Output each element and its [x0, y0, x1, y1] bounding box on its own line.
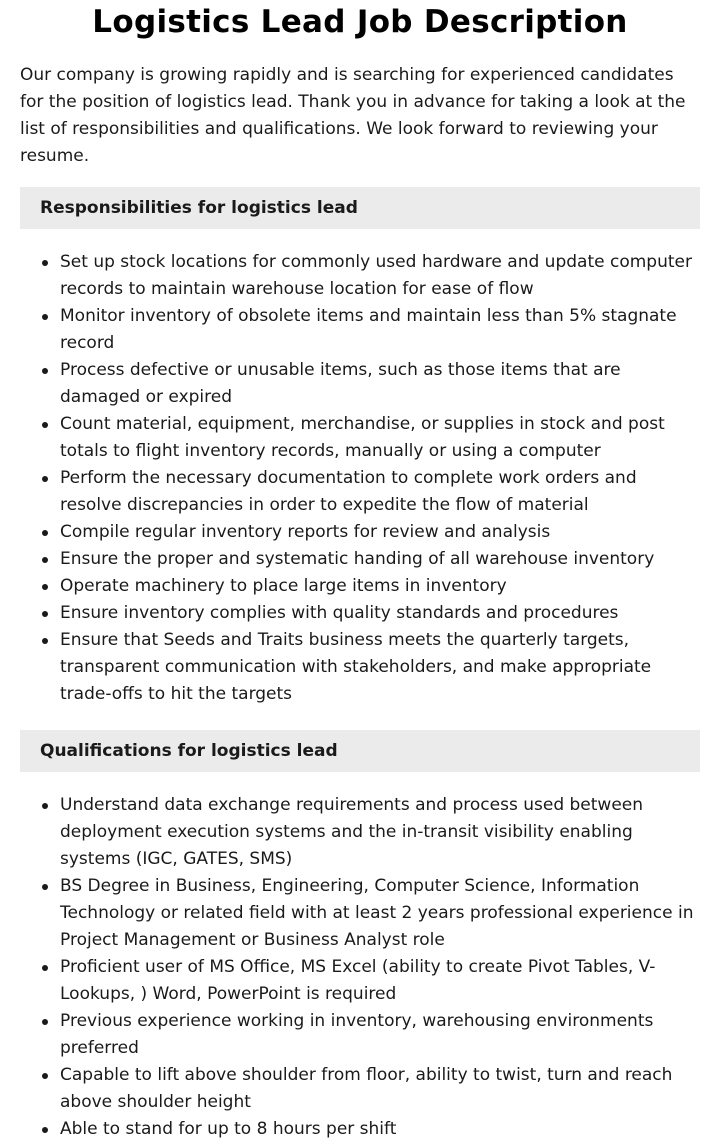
- responsibilities-list: [20, 249, 700, 708]
- list-item-text: Set up stock locations for commonly used hardware and update computer records to maintain warehouse location for ease of flow: [60, 252, 692, 299]
- list-item: [20, 1008, 700, 1062]
- list-item: [20, 573, 700, 600]
- bullet-icon: [42, 1019, 48, 1025]
- qualifications-list: [20, 792, 700, 1143]
- bullet-icon: [42, 422, 48, 428]
- bullet-icon: [42, 638, 48, 644]
- responsibilities-heading: Responsibilities for logistics lead: [40, 198, 358, 218]
- bullet-icon: [42, 803, 48, 809]
- list-item-text: Monitor inventory of obsolete items and maintain less than 5% stagnate record: [60, 306, 677, 353]
- list-item-text: Ensure the proper and systematic handing of all warehouse inventory: [60, 549, 655, 569]
- list-item-text: Operate machinery to place large items in inventory: [60, 576, 507, 596]
- list-item-text: Capable to lift above shoulder from floor, ability to twist, turn and reach above shoulder height: [60, 1065, 673, 1112]
- list-item-text: Understand data exchange requirements and process used between deployment execution systems and the in-transit visibility enabling systems (IGC, GATES, SMS): [60, 795, 644, 869]
- bullet-icon: [42, 368, 48, 374]
- bullet-icon: [42, 557, 48, 563]
- bullet-icon: [42, 611, 48, 617]
- list-item: [20, 600, 700, 627]
- bullet-icon: [42, 314, 48, 320]
- list-item: [20, 465, 700, 519]
- responsibilities-header: [20, 187, 700, 229]
- bullet-icon: [42, 1073, 48, 1079]
- list-item-text: Process defective or unusable items, such as those items that are damaged or expired: [60, 360, 621, 407]
- list-item-text: Perform the necessary documentation to complete work orders and resolve discrepancies in order to expedite the flow of material: [60, 468, 637, 515]
- list-item: [20, 627, 700, 708]
- bullet-icon: [42, 260, 48, 266]
- list-item-text: BS Degree in Business, Engineering, Computer Science, Information Technology or related field with at least 2 years professional experience in Project Management or Business Analyst role: [60, 876, 694, 950]
- list-item: [20, 873, 700, 954]
- list-item-text: Ensure inventory complies with quality standards and procedures: [60, 603, 619, 623]
- list-item-text: Previous experience working in inventory, warehousing environments preferred: [60, 1011, 654, 1058]
- list-item-text: Able to stand for up to 8 hours per shift: [60, 1119, 397, 1139]
- bullet-icon: [42, 1127, 48, 1133]
- list-item: [20, 546, 700, 573]
- list-item-text: Ensure that Seeds and Traits business meets the quarterly targets, transparent communication with stakeholders, and make appropriate trade-offs to hit the targets: [60, 630, 652, 704]
- list-item: [20, 954, 700, 1008]
- list-item: [20, 249, 700, 303]
- bullet-icon: [42, 965, 48, 971]
- list-item-text: Compile regular inventory reports for review and analysis: [60, 522, 551, 542]
- bullet-icon: [42, 476, 48, 482]
- bullet-icon: [42, 584, 48, 590]
- bullet-icon: [42, 884, 48, 890]
- qualifications-header: [20, 730, 700, 772]
- list-item: [20, 1062, 700, 1116]
- list-item: [20, 519, 700, 546]
- bullet-icon: [42, 530, 48, 536]
- list-item: [20, 411, 700, 465]
- intro-paragraph: Our company is growing rapidly and is searching for experienced candidates for the position of logistics lead. Thank you in advance for taking a look at the list of responsibilities and qualifications. We look forward to reviewing your resume.: [20, 65, 686, 166]
- qualifications-heading: Qualifications for logistics lead: [40, 741, 338, 761]
- list-item: [20, 1116, 700, 1143]
- page-title: Logistics Lead Job Description: [92, 4, 628, 40]
- list-item-text: Proficient user of MS Office, MS Excel (ability to create Pivot Tables, V-Lookups, ) Word, PowerPoint is required: [60, 957, 656, 1004]
- list-item-text: Count material, equipment, merchandise, or supplies in stock and post totals to flight inventory records, manually or using a computer: [60, 414, 665, 461]
- list-item: [20, 357, 700, 411]
- list-item: [20, 792, 700, 873]
- list-item: [20, 303, 700, 357]
